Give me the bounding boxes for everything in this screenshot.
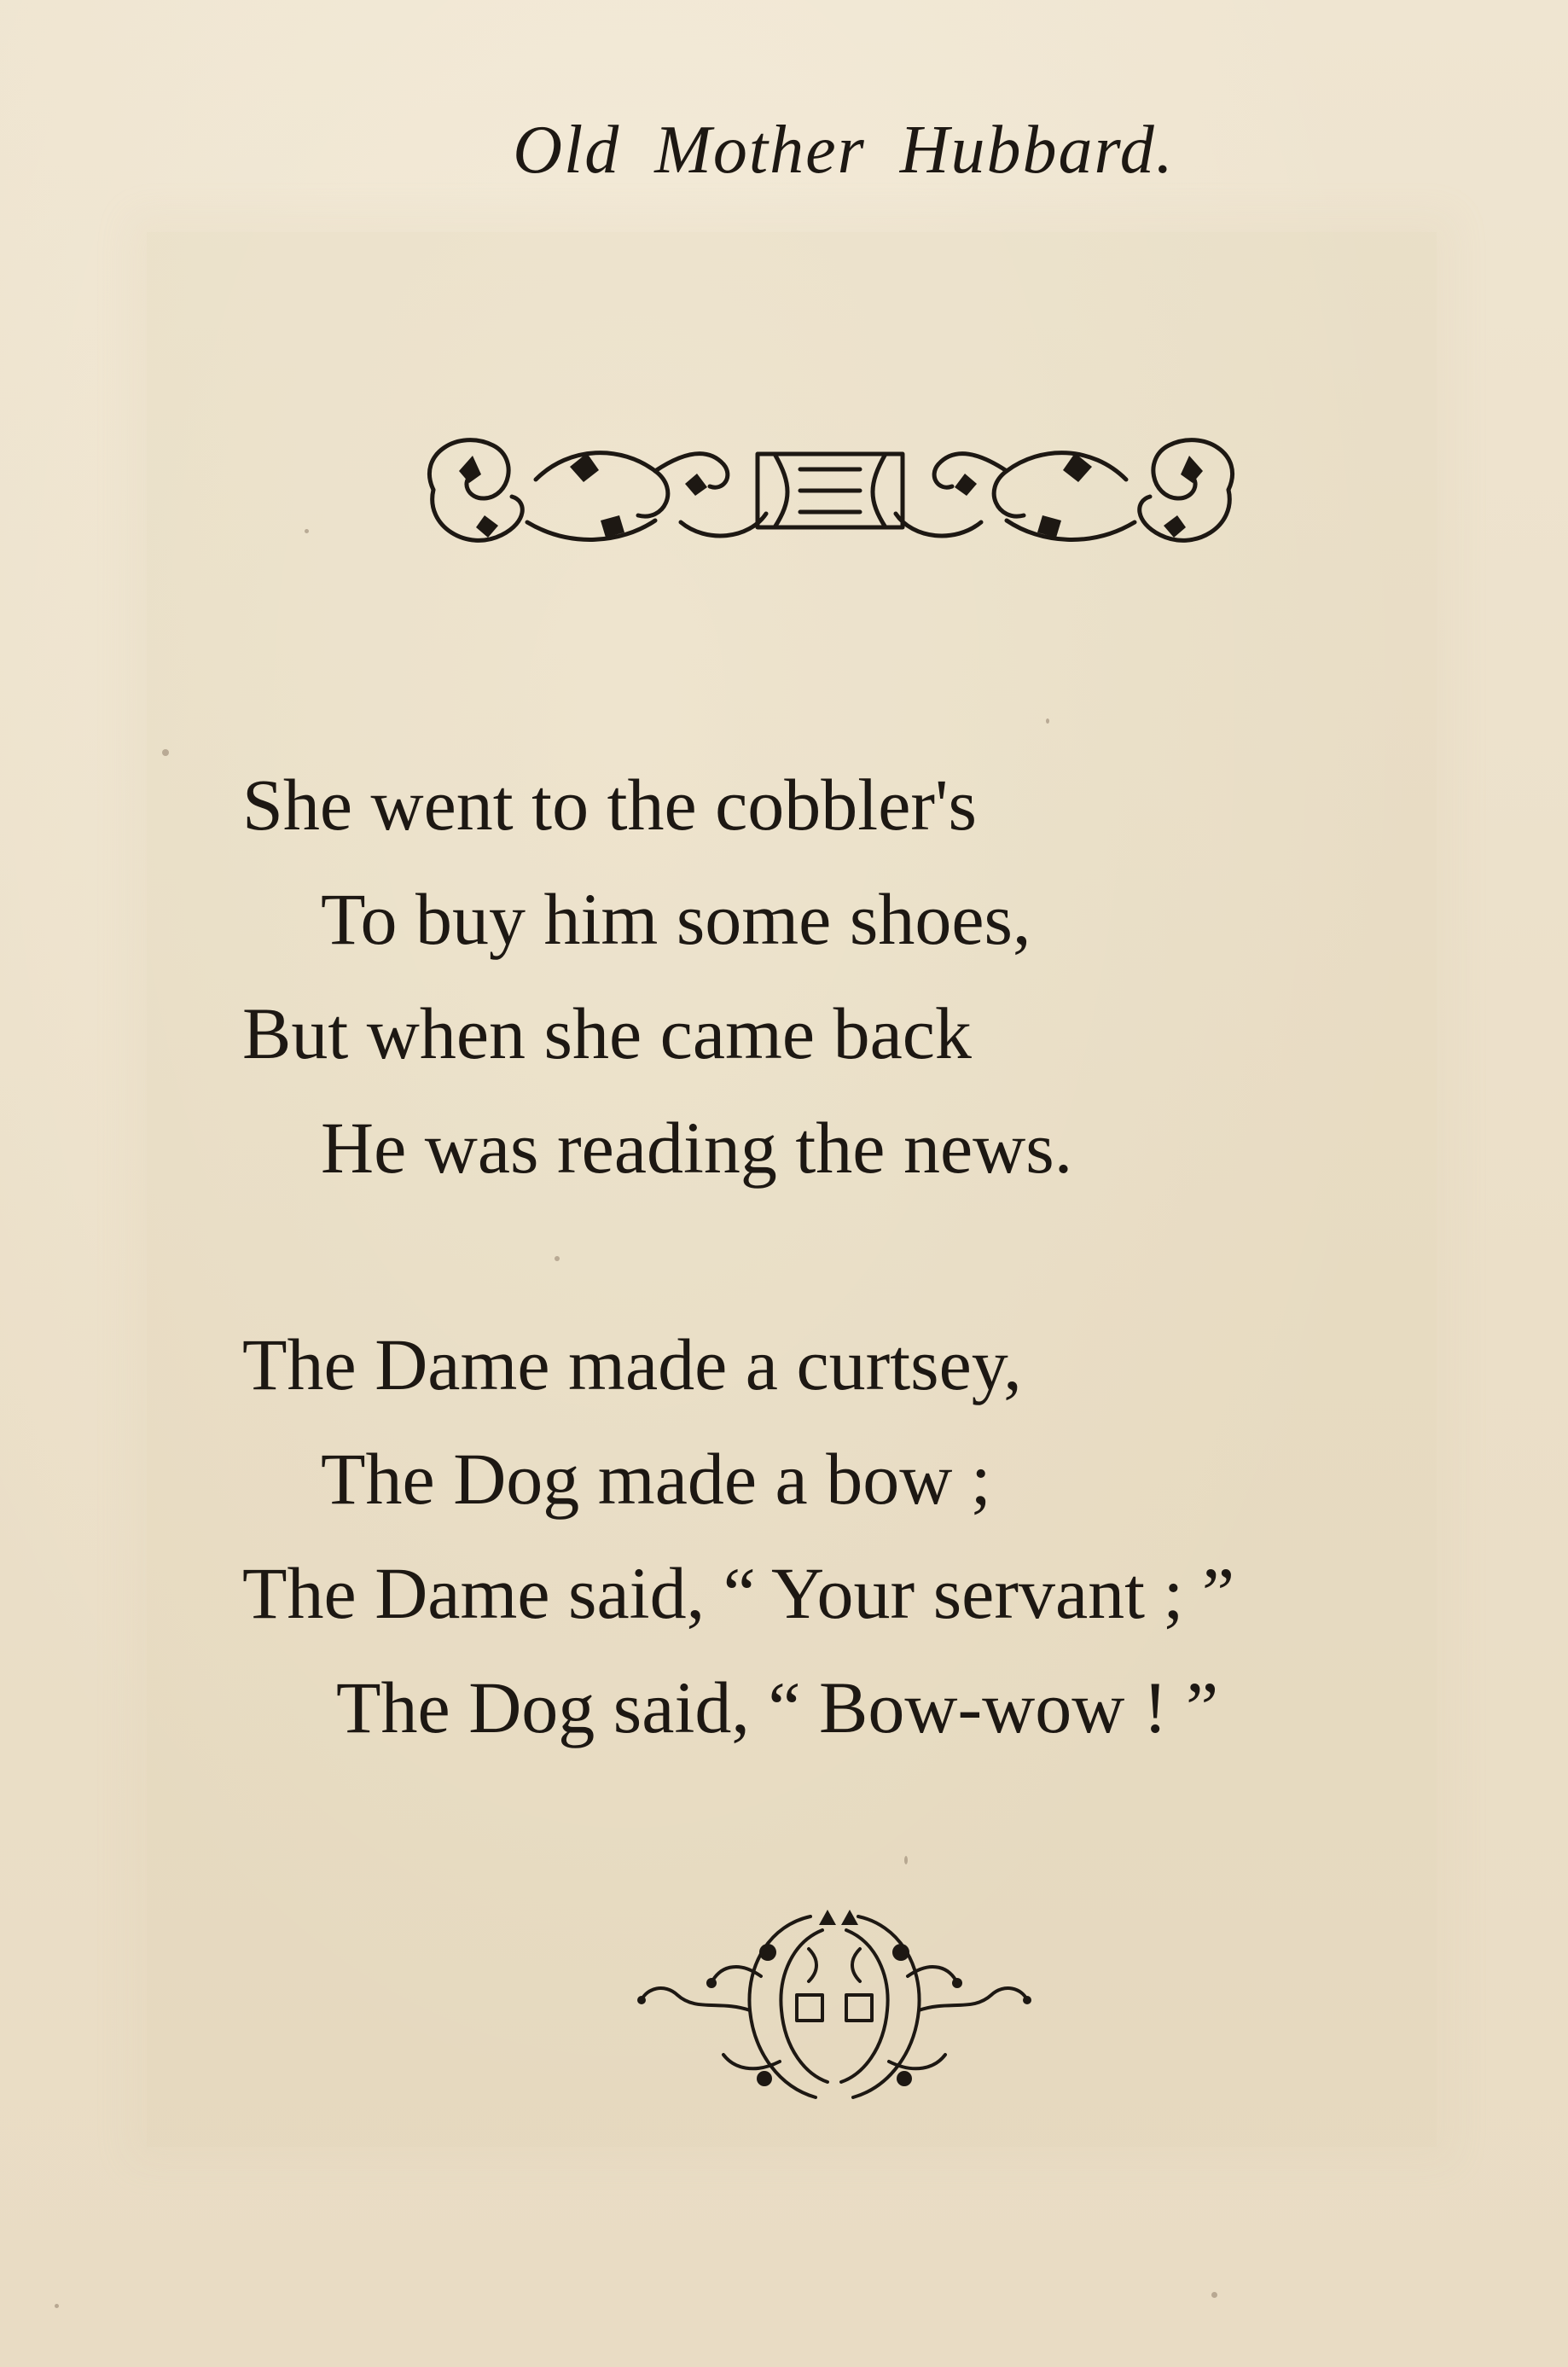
poem-line: The Dog made a bow ;	[321, 1438, 991, 1520]
stanza	[242, 747, 1479, 1205]
paper-speck	[162, 749, 169, 756]
poem-line: To buy him some shoes,	[321, 878, 1031, 960]
paper-speck	[305, 529, 309, 533]
poem-line: She went to the cobbler's	[242, 764, 977, 846]
poem	[242, 747, 1479, 1867]
poem-line: The Dog said, “ Bow-wow ! ”	[336, 1666, 1219, 1748]
poem-line: The Dame said, “ Your servant ; ”	[242, 1552, 1235, 1634]
floral-tailpiece-icon	[618, 1899, 1051, 2118]
stanza	[242, 1307, 1479, 1765]
floral-headpiece-icon	[399, 420, 1263, 561]
poem-line: But when she came back	[242, 992, 972, 1074]
running-head: Old Mother Hubbard.	[513, 113, 1175, 188]
poem-line: He was reading the news.	[321, 1107, 1073, 1189]
paper-speck	[1211, 2292, 1217, 2298]
paper-speck	[55, 2304, 59, 2308]
poem-line: The Dame made a curtsey,	[242, 1323, 1022, 1405]
paper-speck	[1046, 718, 1049, 724]
